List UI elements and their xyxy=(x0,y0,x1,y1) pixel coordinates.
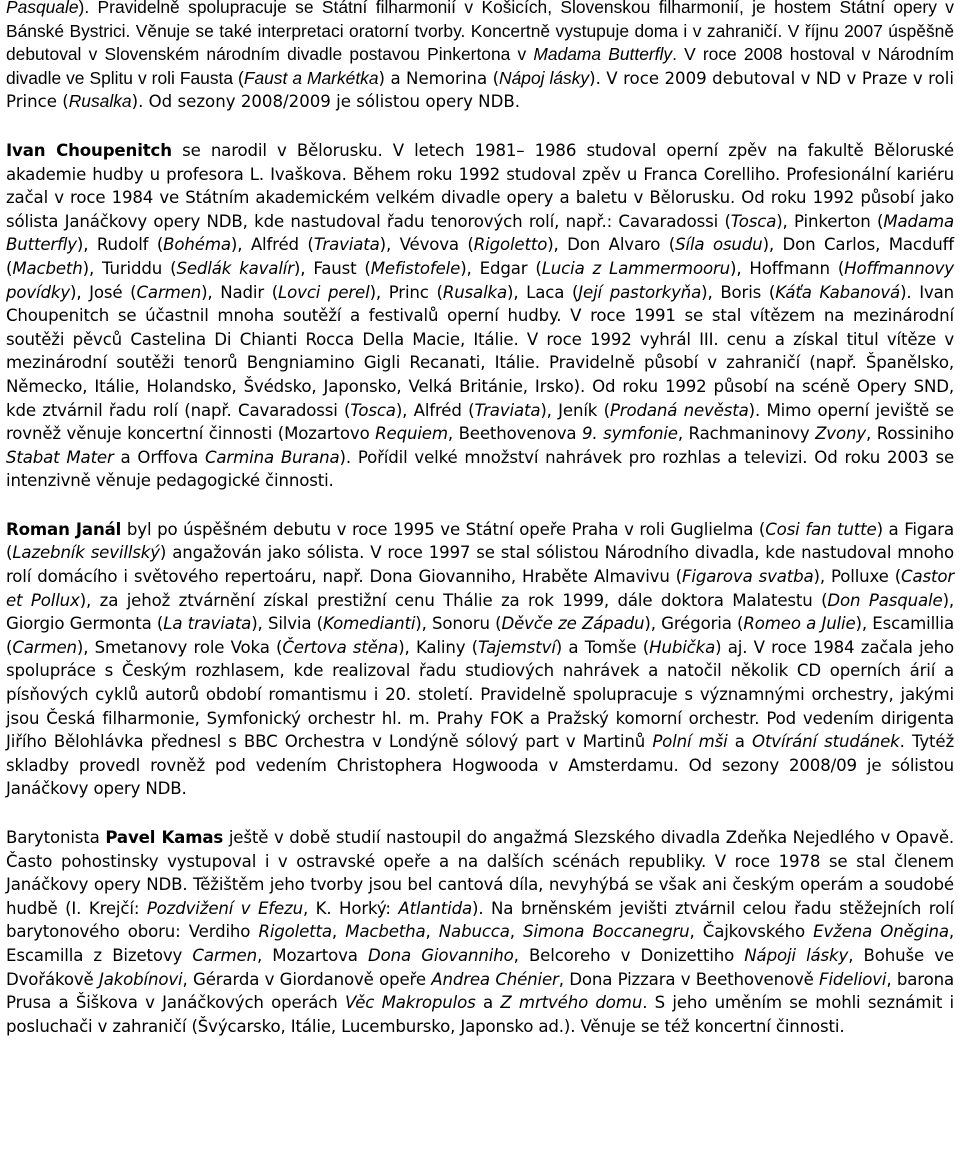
text-run: ). Na brněnském jevišti ztvárnil celou řadu stěžejních rolí barytonového oboru: Verdiho xyxy=(6,898,954,942)
text-run: ), Sonoru ( xyxy=(415,614,502,634)
work-title: Don Pasquale xyxy=(827,590,943,610)
text-run: Barytonista xyxy=(6,828,106,847)
text-run: ), Smetanovy role Voka ( xyxy=(76,637,283,657)
work-title: Káťa Kabanová xyxy=(775,282,901,302)
text-run: ), Silvia ( xyxy=(251,614,324,634)
text-run: ), Kaliny ( xyxy=(398,637,479,657)
work-title: Rigoletta xyxy=(258,922,332,942)
person-name: Pavel Kamas xyxy=(105,828,224,847)
work-title: Síla osudu xyxy=(675,235,763,255)
text-run: ještě v době studií nastoupil do angažmá Slezského divadla Zdeňka Nejedlého v Opavě. Často pohostinsky vystupoval i v ostravské opeře a na dalších scénách republiky. V roce 1978 se stal členem Janáčkovy opery NDB. Těžištěm jeho tvorby jsou bel cantová díla, nevyhýbá se však ani českým operám a soudobé hudbě (I. Krejčí: xyxy=(6,828,954,918)
work-title: Z mrtvého domu xyxy=(500,993,643,1013)
work-title: Lucia z Lammermooru xyxy=(541,258,730,278)
text-run: se narodil v Bělorusku. V letech 1981– 1986 studoval operní zpěv na fakultě Běloruské akademie hudby u profesora L. Ivaškova. Během roku 1992 studoval zpěv u Franca Corelliho. Profesionální kariéru začal v roce 1984 ve Státním akademickém velkém divadle opery a baletu v Bělorusku. Od roku 1992 působí jako sólista Janáčkovy opery NDB, kde nastudoval řadu tenorových rolí, např.: Cavaradossi ( xyxy=(6,140,954,231)
work-title: Rusalka xyxy=(68,91,132,112)
text-run: , Čajkovského xyxy=(689,922,814,942)
text-run: ), Edgar ( xyxy=(460,258,542,278)
text-run: ), Nadir ( xyxy=(201,282,279,302)
work-title: Carmen xyxy=(192,945,257,965)
text-run: ) a Tomše ( xyxy=(555,637,650,657)
work-title: Bohéma xyxy=(163,235,231,255)
work-title: Věc Makropulos xyxy=(344,993,476,1013)
text-run: , Gérarda v Giordanově opeře xyxy=(182,969,432,989)
work-title: Macbetha xyxy=(345,922,426,942)
work-title: Carmen xyxy=(12,637,77,657)
work-title: Pasquale xyxy=(6,0,79,17)
text-run: ), Grégoria ( xyxy=(644,614,744,634)
text-run: ), Alfréd ( xyxy=(395,400,475,420)
work-title: Dona Giovanniho xyxy=(367,945,514,965)
text-run: . S jeho uměním se mohli seznámit i posluchači v zahraničí (Švýcarsko, Itálie, Lucembursko, Japonsko ad.). Věnuje se též koncertní činnosti. xyxy=(6,993,954,1036)
text-run: ), Faust ( xyxy=(293,258,371,278)
work-title: 9. symfonie xyxy=(582,424,678,444)
paragraph-roman-janal xyxy=(6,518,954,801)
work-title: Faust a Markétka xyxy=(243,67,379,88)
text-run: ), Hoffmann ( xyxy=(730,258,845,278)
text-run: ). Pořídil velké množství nahrávek pro rozhlas a televizi. Od roku 2003 se intenzivně věnuje pedagogické činnosti. xyxy=(6,447,955,491)
person-name: Roman Janál xyxy=(6,519,122,539)
work-title: Rigoletto xyxy=(473,235,548,255)
text-run: ), Escamillia ( xyxy=(6,614,954,657)
work-title: Atlantida xyxy=(398,898,472,918)
work-title: Nápoji lásky xyxy=(744,945,849,965)
text-run: , barona Prusa a Šiškova v Janáčkových operách xyxy=(6,969,954,1013)
work-title: Tosca xyxy=(350,400,396,420)
text-run: , xyxy=(509,922,524,942)
text-run: , Rossiniho xyxy=(866,424,954,444)
work-title: Andrea Chénier xyxy=(431,969,559,989)
text-run: ). Pravidelně spolupracuje se Státní filharmonií v Košicích, Slovenskou filharmonií, je hostem Státní opery v Bánské Bystrici. Věnuje se také interpretaci oratorní tvorby. Koncertně vystupuje doma i v zahraničí. V říjnu 2007 úspěšně debutoval v Slovenském národním divadle postavou Pinkertona v xyxy=(6,0,954,65)
text-run: ), Polluxe ( xyxy=(813,567,902,587)
text-run: ), Vévova ( xyxy=(379,235,474,255)
text-run: ), Turiddu ( xyxy=(82,258,177,278)
work-title: Lovci perel xyxy=(278,282,370,302)
work-title: Requiem xyxy=(375,424,448,444)
work-title: Lazebník sevillský xyxy=(12,543,160,563)
work-title: Děvče ze Západu xyxy=(501,614,645,634)
text-run: ) aj. V roce 1984 začala jeho spolupráce s Českým rozhlasem, kde realizoval řadu studiových nahrávek a natočil několik CD operních árií a písňových cyklů autorů období romantismu i 20. století. Pravidelně spolupracuje s významnými orchestry, jakými jsou Česká filharmonie, Symfonický orchestr hl. m. Prahy FOK a Pražský komorní orchestr. Pod vedením dirigenta Jiřího Bělohlávka přednesl s BBC Orchestra v Londýně sólový part v Martinů xyxy=(6,637,954,752)
text-run: a Orffova xyxy=(113,447,205,467)
text-run: ), Don Alvaro ( xyxy=(547,235,676,255)
text-run: ), za jehož ztvárnění získal prestižní cenu Thálie za rok 1999, dále doktora Malatestu ( xyxy=(79,590,828,610)
text-run: ). Mimo operní jeviště se rovněž věnuje koncertní činnosti (Mozartovo xyxy=(6,400,954,444)
work-title: Otvírání studánek xyxy=(752,732,900,752)
text-run: ), Boris ( xyxy=(701,282,776,302)
work-title: Zvony xyxy=(815,424,867,444)
work-title: Carmen xyxy=(136,282,202,302)
work-title: Traviata xyxy=(474,400,541,420)
work-title: Madama Butterfly xyxy=(6,211,954,255)
work-title: La traviata xyxy=(163,614,252,634)
text-run: ) angažován jako sólista. V roce 1997 se stal sólistou Národního divadla, kde nastudoval mnoho rolí domácího i světového repertoáru, např. Dona Giovanniho, Hraběte Almavivu ( xyxy=(6,543,954,587)
text-run: ), Alfréd ( xyxy=(230,235,314,255)
text-run: . Tytéž skladby provedl rovněž pod vedením Christophera Hogwooda v Amsterdamu. Od sezony 2008/09 je sólistou Janáčkovy opery NDB. xyxy=(6,732,954,799)
text-run: ), Giorgio Germonta ( xyxy=(6,590,955,634)
work-title: Mefistofele xyxy=(370,258,461,278)
work-title: Komedianti xyxy=(323,614,416,634)
work-title: Hubička xyxy=(649,637,716,657)
text-run: , Belcoreho v Donizettiho xyxy=(513,945,745,965)
work-title: Čertova stěna xyxy=(282,637,399,657)
paragraph-pavel-kamas xyxy=(6,826,954,1038)
work-title: Macbeth xyxy=(12,258,83,278)
text-run: ), Princ ( xyxy=(369,282,443,302)
text-run: byl po úspěšném debutu v roce 1995 ve Státní opeře Praha v roli Guglielma ( xyxy=(121,519,766,539)
text-run: , xyxy=(331,922,346,942)
text-run: , Rachmaninovy xyxy=(677,424,816,444)
text-run: ), Jeník ( xyxy=(540,400,610,420)
text-run: ) a Nemorina ( xyxy=(378,68,500,88)
work-title: Pozdvižení v Efezu xyxy=(146,898,303,918)
text-run: . V roce 2008 hostoval v Národním divadle ve Splitu v roli Fausta ( xyxy=(6,44,955,88)
text-run: ), José ( xyxy=(70,282,137,302)
work-title: Madama Butterfly xyxy=(533,44,673,65)
paragraph-choupenitch-prev xyxy=(6,0,954,114)
work-title: Prodaná nevěsta xyxy=(609,400,749,420)
text-run: a xyxy=(475,993,501,1013)
document-page xyxy=(6,0,954,1063)
work-title: Castor et Pollux xyxy=(6,567,955,610)
work-title: Cosi fan tutte xyxy=(765,519,877,539)
work-title: Traviata xyxy=(313,235,380,255)
text-run: , Dona Pizzara v Beethovenově xyxy=(558,969,820,989)
work-title: Figarova svatba xyxy=(682,567,814,587)
text-run: , xyxy=(425,922,439,942)
text-run: ). Ivan Choupenitch se účastnil mnoha soutěží a festivalů operní hudby. V roce 1991 se stal vítězem na mezinárodní soutěži pěvců Castelina Di Chianti Rocca Della Macie, Itálie. V roce 1992 vyhrál III. cenu a získal titul vítěze v mezinárodní soutěži tenorů Bengniamino Gigli Recanati, Itálie. Pravidelně působí v zahraničí (např. Španělsko, Německo, Itálie, Holandsko, Švédsko, Japonsko, Velká Británie, Irsko). Od roku 1992 působí na scéně Opery SND, kde ztvárnil řadu rolí (např. Cavaradossi ( xyxy=(6,282,955,420)
text-run: , Beethovenova xyxy=(447,424,583,444)
work-title: Evžena Oněgina xyxy=(813,922,949,942)
work-title: Fideliovi xyxy=(819,969,887,989)
text-run: ). Od sezony 2008/2009 je sólistou opery NDB. xyxy=(131,92,521,112)
work-title: Carmina Burana xyxy=(204,447,340,467)
work-title: Sedlák kavalír xyxy=(176,258,294,278)
text-run: , Mozartova xyxy=(256,945,368,965)
text-run: , Escamilla z Bizetovy xyxy=(6,922,954,965)
text-run: a xyxy=(727,732,753,752)
work-title: Nabucca xyxy=(438,922,510,942)
text-run: ), Rudolf ( xyxy=(76,235,164,255)
work-title: Jakobínovi xyxy=(98,969,183,989)
work-title: Její pastorkyňa xyxy=(578,282,702,302)
text-run: , Bohuše ve Dvořákově xyxy=(6,945,954,989)
work-title: Hoffmannovy povídky xyxy=(6,258,954,302)
work-title: Nápoj lásky xyxy=(499,67,590,88)
text-run: ) a Figara ( xyxy=(6,519,954,563)
person-name: Ivan Choupenitch xyxy=(6,140,172,160)
work-title: Tosca xyxy=(730,211,777,231)
text-run: ), Don Carlos, Macduff ( xyxy=(6,235,954,278)
text-run: , K. Horký: xyxy=(302,898,399,918)
work-title: Rusalka xyxy=(442,282,508,302)
work-title: Simona Boccanegru xyxy=(523,922,690,942)
work-title: Polní mši xyxy=(652,732,728,752)
text-run: ), Laca ( xyxy=(507,282,579,302)
paragraph-ivan-choupenitch xyxy=(6,139,954,493)
text-run: ). V roce 2009 debutoval v ND v Praze v roli Prince ( xyxy=(6,68,954,112)
work-title: Stabat Mater xyxy=(6,447,114,467)
text-run: ), Pinkerton ( xyxy=(776,211,884,231)
work-title: Tajemství xyxy=(478,637,556,657)
work-title: Romeo a Julie xyxy=(743,614,856,634)
